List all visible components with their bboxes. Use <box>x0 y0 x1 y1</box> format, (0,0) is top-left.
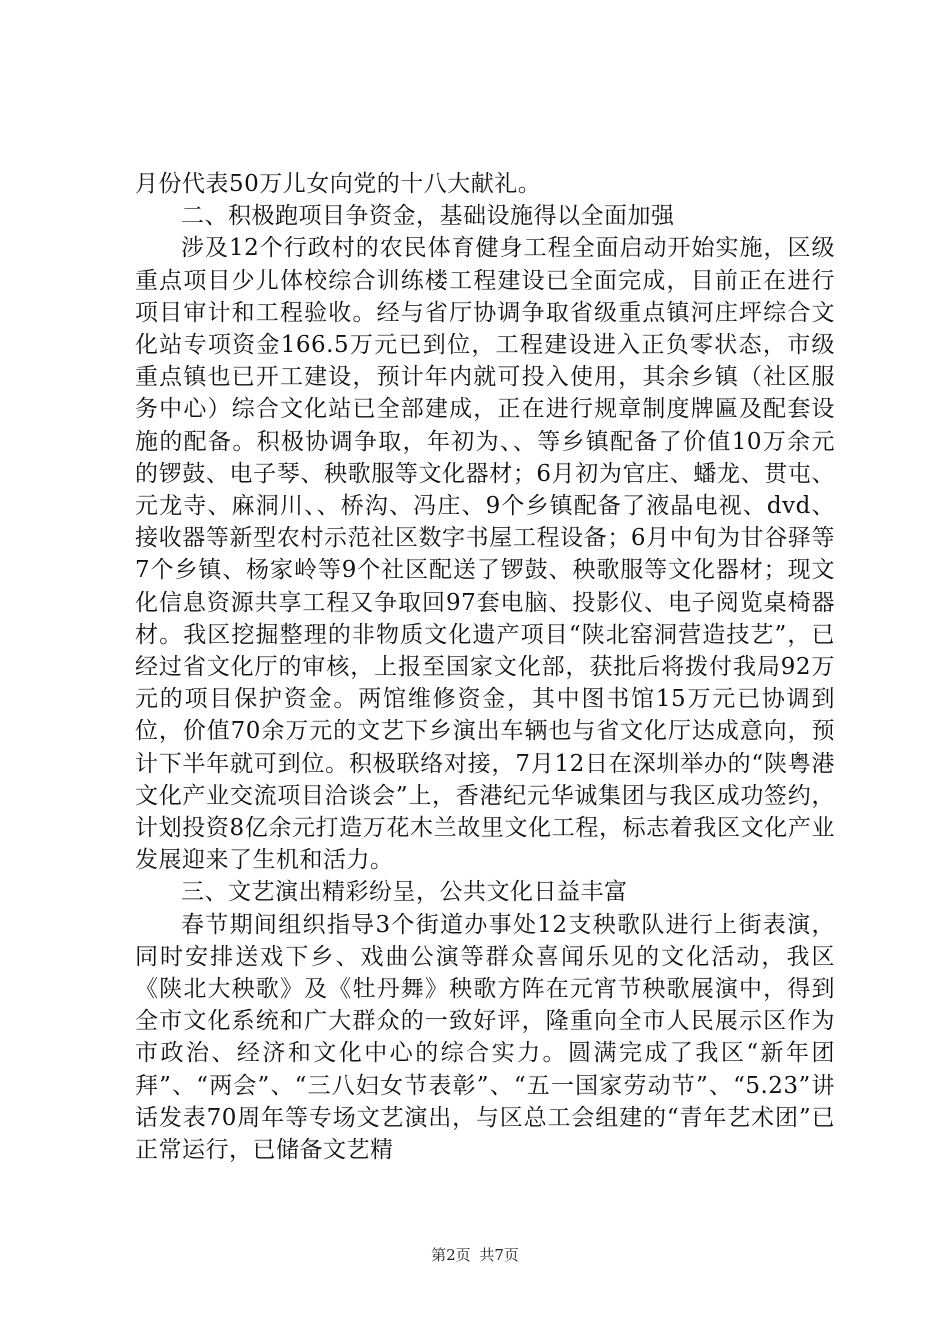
document-body <box>135 168 835 1166</box>
section-heading-3: 三、文艺演出精彩纷呈，公共文化日益丰富 <box>181 879 628 906</box>
page-total: 共7页 <box>479 1246 519 1264</box>
page-number: 第2页 <box>431 1246 471 1264</box>
page-footer <box>0 1244 950 1265</box>
paragraph-continuation: 月份代表50万儿女向党的十八大献礼。 <box>135 171 542 197</box>
paragraph-section-3: 春节期间组织指导3个街道办事处12支秧歌队进行上街表演，同时安排送戏下乡、戏曲公演等群众喜闻乐见的文化活动，我区《陕北大秧歌》及《牡丹舞》秧歌方阵在元宵节秧歌展演中，得到全市文化系统和广大群众的一致好评，隆重向全市人民展示区作为市政治、经济和文化中心的综合实力。圆满完成了我区“新年团拜”、“两会”、“三八妇女节表彰”、“五一国家劳动节”、“5.23”讲话发表70周年等专场文艺演出，与区总工会组建的“青年艺术团”已正常运行，已储备文艺精 <box>135 911 835 1164</box>
section-heading-2: 二、积极跑项目争资金，基础设施得以全面加强 <box>181 203 675 230</box>
paragraph-section-2: 涉及12个行政村的农民体育健身工程全面启动开始实施，区级重点项目少儿体校综合训练楼工程建设已全面完成，目前正在进行项目审计和工程验收。经与省厅协调争取省级重点镇河庄坪综合文化站专项资金166.5万元已到位，工程建设进入正负零状态，市级重点镇也已开工建设，预计年内就可投入使用，其余乡镇（社区服务中心）综合文化站已全部建成，正在进行规章制度牌匾及配套设施的配备。积极协调争取，年初为、、等乡镇配备了价值10万余元的锣鼓、电子琴、秧歌服等文化器材；6月初为官庄、蟠龙、贯屯、元龙寺、麻洞川、、桥沟、冯庄、9个乡镇配备了液晶电视、dvd、接收器等新型农村示范社区数字书屋工程设备；6月中旬为甘谷驿等7个乡镇、杨家岭等9个社区配送了锣鼓、秧歌服等文化器材；现文化信息资源共享工程又争取回97套电脑、投影仪、电子阅览桌椅器材。我区挖掘整理的非物质文化遗产项目“陕北窑洞营造技艺”，已经过省文化厅的审核，上报至国家文化部，获批后将拨付我局92万元的项目保护资金。两馆维修资金，其中图书馆15万元已协调到位，价值70余万元的文艺下乡演出车辆也与省文化厅达成意向，预计下半年就可到位。积极联络对接，7月12日在深圳举办的“陕粤港文化产业交流项目洽谈会”上，香港纪元华诚集团与我区成功签约，计划投资8亿余元打造万花木兰故里文化工程，标志着我区文化产业发展迎来了生机和活力。 <box>135 235 835 874</box>
